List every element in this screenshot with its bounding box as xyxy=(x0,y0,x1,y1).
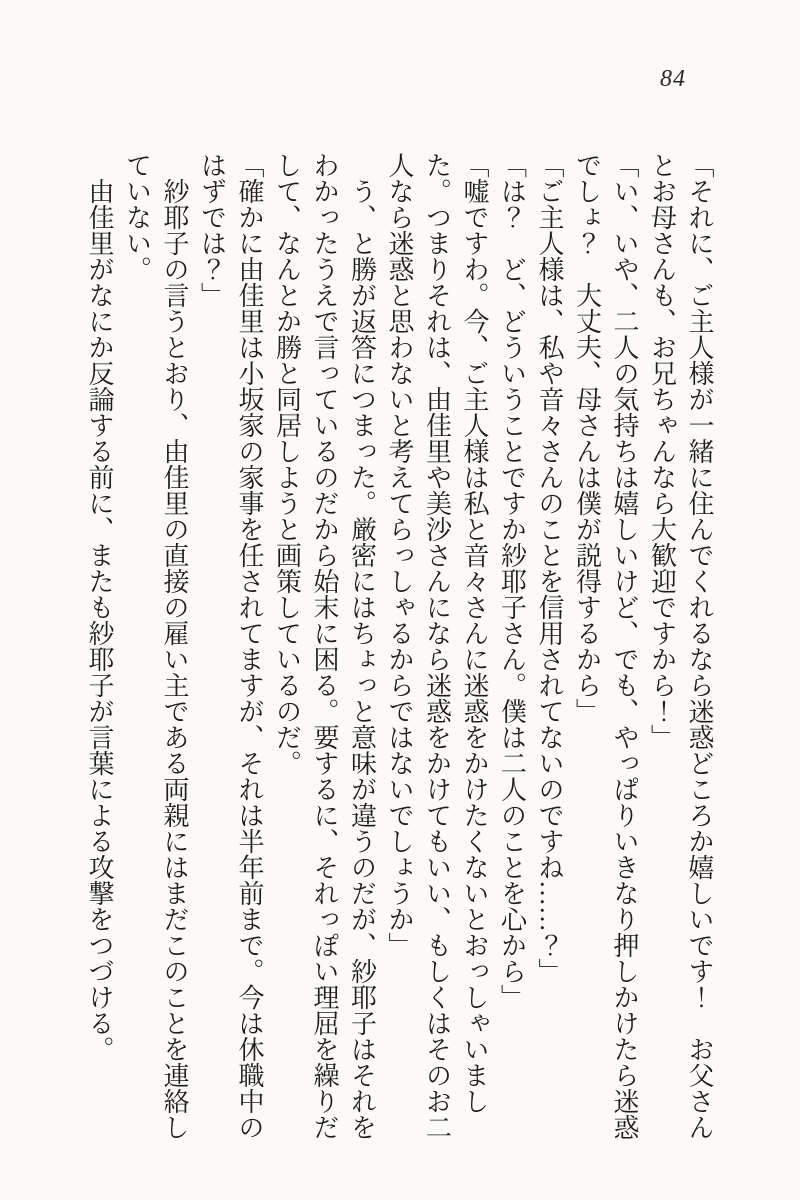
narration-paragraph: 由佳里がなにか反論する前に、またも紗耶子が言葉による攻撃をつづける。 xyxy=(85,178,114,1062)
narration-paragraph: 紗耶子の言うとおり、由佳里の直接の雇い主である両親にはまだこのことを連絡していない。 xyxy=(122,152,189,1140)
text-block xyxy=(81,152,719,1140)
page-number: 84 xyxy=(660,66,686,92)
dialogue-paragraph: 「い、いや、二人の気持ちは嬉しいけど、でも、やっぱりいきなり押しかけたら迷惑でしょ？ 大丈夫、母さんは僕が説得するから」 xyxy=(572,152,639,1140)
dialogue-paragraph: 「は？ ど、どういうことですか紗耶子さん。僕は二人のことを心から」 xyxy=(497,152,527,1010)
dialogue-paragraph: 「嘘ですわ。今、ご主人様は私と音々さんに迷惑をかけたくないとおっしゃいました。つまりそれは、由佳里や美沙さんになら迷惑をかけてもいい、もしくはそのお二人なら迷惑と思わないと考えてらっしゃるからではないでしょうか」 xyxy=(385,152,489,1140)
dialogue-paragraph: 「ご主人様は、私や音々さんのことを信用されてないのですね……？」 xyxy=(535,152,564,984)
dialogue-paragraph: 「それに、ご主人様が一緒に住んでくれるなら迷惑どころか嬉しいです！ お父さんとお母さんも、お兄ちゃんなら大歓迎ですから！」 xyxy=(647,152,714,1140)
dialogue-paragraph: 「確かに由佳里は小坂家の家事を任されてますが、それは半年前まで。今は休職中のはずでは？」 xyxy=(197,152,264,1140)
narration-paragraph: う、と勝が返答につまった。厳密にはちょっと意味が違うのだが、紗耶子はそれをわかったうえで言っているのだから始末に困る。要するに、それっぽい理屈を繰りだして、なんとか勝と同居しようと画策しているのだ。 xyxy=(272,152,377,1140)
